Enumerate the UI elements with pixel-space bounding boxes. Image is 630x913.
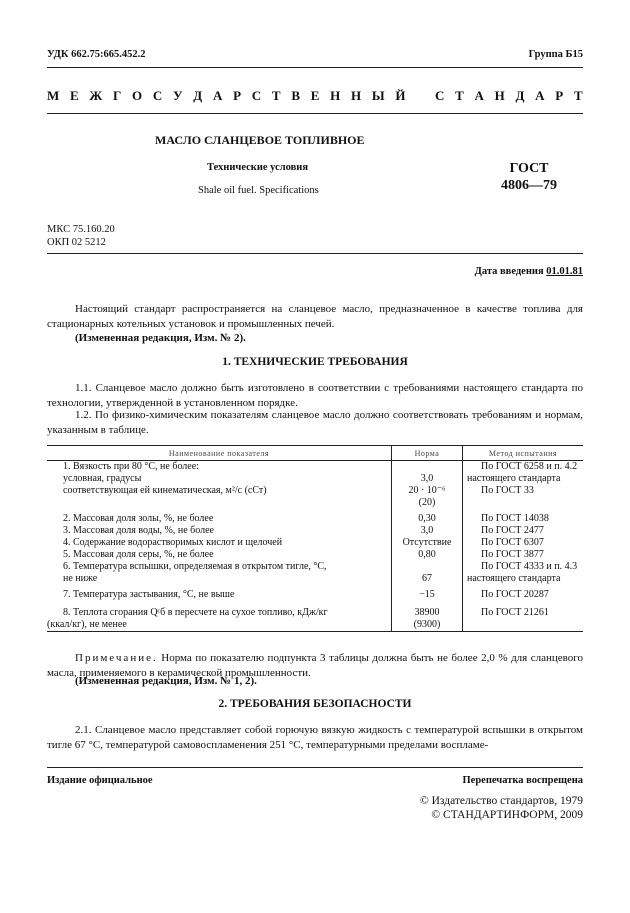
interstate-standard-heading [47,88,583,104]
cell-indicator: 8. Теплота сгорания Qᶜб в пересчете на сухое топливо, кДж/кг [63,607,328,618]
classification-codes [47,223,115,249]
heading-letter: Г [113,88,122,103]
heading-letter: Ж [89,88,103,103]
table-row [47,473,583,485]
cell-indicator: 4. Содержание водорастворимых кислот и щелочей [63,537,283,548]
gost-number [484,160,574,194]
cell-norm: 38900 [392,601,463,619]
document-subtitle: Технические условия [207,162,309,173]
heading-letter: Е [70,88,79,103]
heading-letter: Р [555,88,564,103]
header-norm: Норма [392,446,463,461]
header-indicator: Наименование показателя [47,446,392,461]
table-header-row [47,446,583,461]
header-method: Метод испытания [463,446,584,461]
cell-indicator: 6. Температура вспышки, определяемая в открытом тигле, °С, [63,561,327,572]
cell-method: По ГОСТ 6258 и п. 4.2 [463,461,584,474]
heading-letter: А [212,88,223,103]
copyright-2009: © СТАНДАРТИНФОРМ, 2009 [431,809,583,821]
heading-letter: Д [515,88,525,103]
heading-letter: О [132,88,143,103]
copyright-1979: © Издательство стандартов, 1979 [419,795,583,807]
intro-edit-note: (Измененная редакция, Изм. № 2). [75,332,246,344]
heading-letter: Т [271,88,281,103]
cell-method [463,497,584,509]
cell-indicator: соответствующая ей кинематическая, м²/с (сСт) [63,485,267,496]
cell-method: По ГОСТ 21261 [463,601,584,619]
cell-indicator: 5. Массовая доля серы, %, не более [63,549,214,560]
heading-letter: Н [351,88,362,103]
document-title: МАСЛО СЛАНЦЕВОЕ ТОПЛИВНОЕ [155,133,365,147]
note-text: Норма по показателю подпункта 3 таблицы должна быть не более 2,0 % для сланцевого масла, применяемого в керамической промышленности. [47,652,584,679]
cell-indicator: не ниже [63,573,98,584]
heading-letter: Н [330,88,341,103]
codes-divider [47,253,583,254]
cell-method: настоящего стандарта [463,473,584,485]
udk-code: УДК 662.75:665.452.2 [47,49,146,60]
table-row [47,585,583,601]
cell-norm: (20) [392,497,463,509]
cell-norm: 3,0 [392,473,463,485]
heading-letter: Т [573,88,583,103]
table-row [47,619,583,632]
intro-paragraph: Настоящий стандарт распространяется на сланцевое масло, предназначенное в качестве топлива для стационарных котельных установок и промышленных печей. [47,303,583,330]
heading-letter: Р [233,88,242,103]
introduction-date-value: 01.01.81 [546,266,583,277]
heading-letter: Н [494,88,505,103]
cell-indicator: 1. Вязкость при 80 °С, не более: [63,461,199,472]
cell-norm: −15 [392,585,463,601]
cell-indicator: 3. Массовая доля воды, %, не более [63,525,214,536]
section-1-paragraph-2: 1.2. По физико-химическим показателям сланцевое масло должно соответствовать требованиям и нормам, указанным в таблице. [47,409,583,436]
gost-code: 4806—79 [501,178,557,193]
copyright-block [420,794,583,822]
heading-letter: У [173,88,183,103]
cell-norm: 0,30 [392,509,463,525]
table-row [47,525,583,537]
section-2-paragraph-1: 2.1. Сланцевое масло представляет собой горючую вязкую жидкость с температурой вспышки в открытом тигле 67 °С, температурой самовоспламенения 251 °С, температурными пределами воспламе- [47,724,583,751]
table-row [47,461,583,474]
heading-letter: Ы [371,88,385,103]
cell-norm [392,461,463,474]
table-row [47,561,583,573]
cell-method: По ГОСТ 2477 [463,525,584,537]
cell-norm: 20 · 10⁻⁶ [392,485,463,497]
heading-letter: С [434,88,445,103]
heading-letter: В [291,88,300,103]
cell-indicator: 7. Температура застывания, °С, не выше [63,589,235,600]
note-label: Примечание. [75,652,158,664]
footer-divider [47,767,583,768]
top-divider [47,67,583,68]
mks-code: МКС 75.160.20 [47,224,115,235]
heading-letter: М [47,88,60,103]
cell-method [463,619,584,632]
table-row [47,573,583,585]
cell-norm: (9300) [392,619,463,632]
cell-indicator: (ккал/кг), не менее [47,619,392,632]
cell-norm: 3,0 [392,525,463,537]
cell-norm: 0,80 [392,549,463,561]
heading-letter: Д [193,88,203,103]
section-2-title: 2. ТРЕБОВАНИЯ БЕЗОПАСНОСТИ [218,698,412,710]
cell-indicator [47,497,392,509]
table-row [47,497,583,509]
cell-method: По ГОСТ 4333 и п. 4.3 [463,561,584,573]
official-edition: Издание официальное [47,775,153,786]
note-edit: (Измененная редакция, Изм. № 1, 2). [75,675,257,687]
section-1-title: 1. ТЕХНИЧЕСКИЕ ТРЕБОВАНИЯ [222,356,408,368]
cell-method: По ГОСТ 14038 [463,509,584,525]
table-row [47,537,583,549]
table-row [47,485,583,497]
cell-method: По ГОСТ 3877 [463,549,584,561]
group-code: Группа Б15 [528,49,583,60]
english-title: Shale oil fuel. Specifications [198,185,319,196]
heading-word-gap [416,88,424,104]
cell-norm: 67 [392,573,463,585]
heading-divider [47,113,583,114]
heading-letter: А [535,88,545,103]
heading-letter: С [251,88,262,103]
cell-norm: Отсутствие [392,537,463,549]
heading-letter: Т [455,88,464,103]
table-row [47,549,583,561]
cell-method: По ГОСТ 33 [463,485,584,497]
table-row [47,509,583,525]
cell-indicator: 2. Массовая доля золы, %, не более [63,513,214,524]
introduction-date-label: Дата введения [474,266,544,277]
heading-letter: Е [310,88,320,103]
cell-indicator: условная, градусы [63,473,142,484]
cell-method: По ГОСТ 6307 [463,537,584,549]
cell-method: настоящего стандарта [463,573,584,585]
specification-table [47,445,583,632]
section-1-paragraph-1: 1.1. Сланцевое масло должно быть изготовлено в соответствии с требованиями настоящего стандарта по технологии, утвержденной в установленном порядке. [47,382,583,409]
table-row [47,601,583,619]
heading-letter: А [474,88,484,103]
heading-letter: С [152,88,163,103]
cell-method: По ГОСТ 20287 [463,585,584,601]
gost-label: ГОСТ [509,161,549,176]
cell-norm [392,561,463,573]
okp-code: ОКП 02 5212 [47,237,106,248]
introduction-date [475,266,583,277]
heading-letter: Й [395,88,406,103]
reprint-prohibited: Перепечатка воспрещена [462,775,583,786]
